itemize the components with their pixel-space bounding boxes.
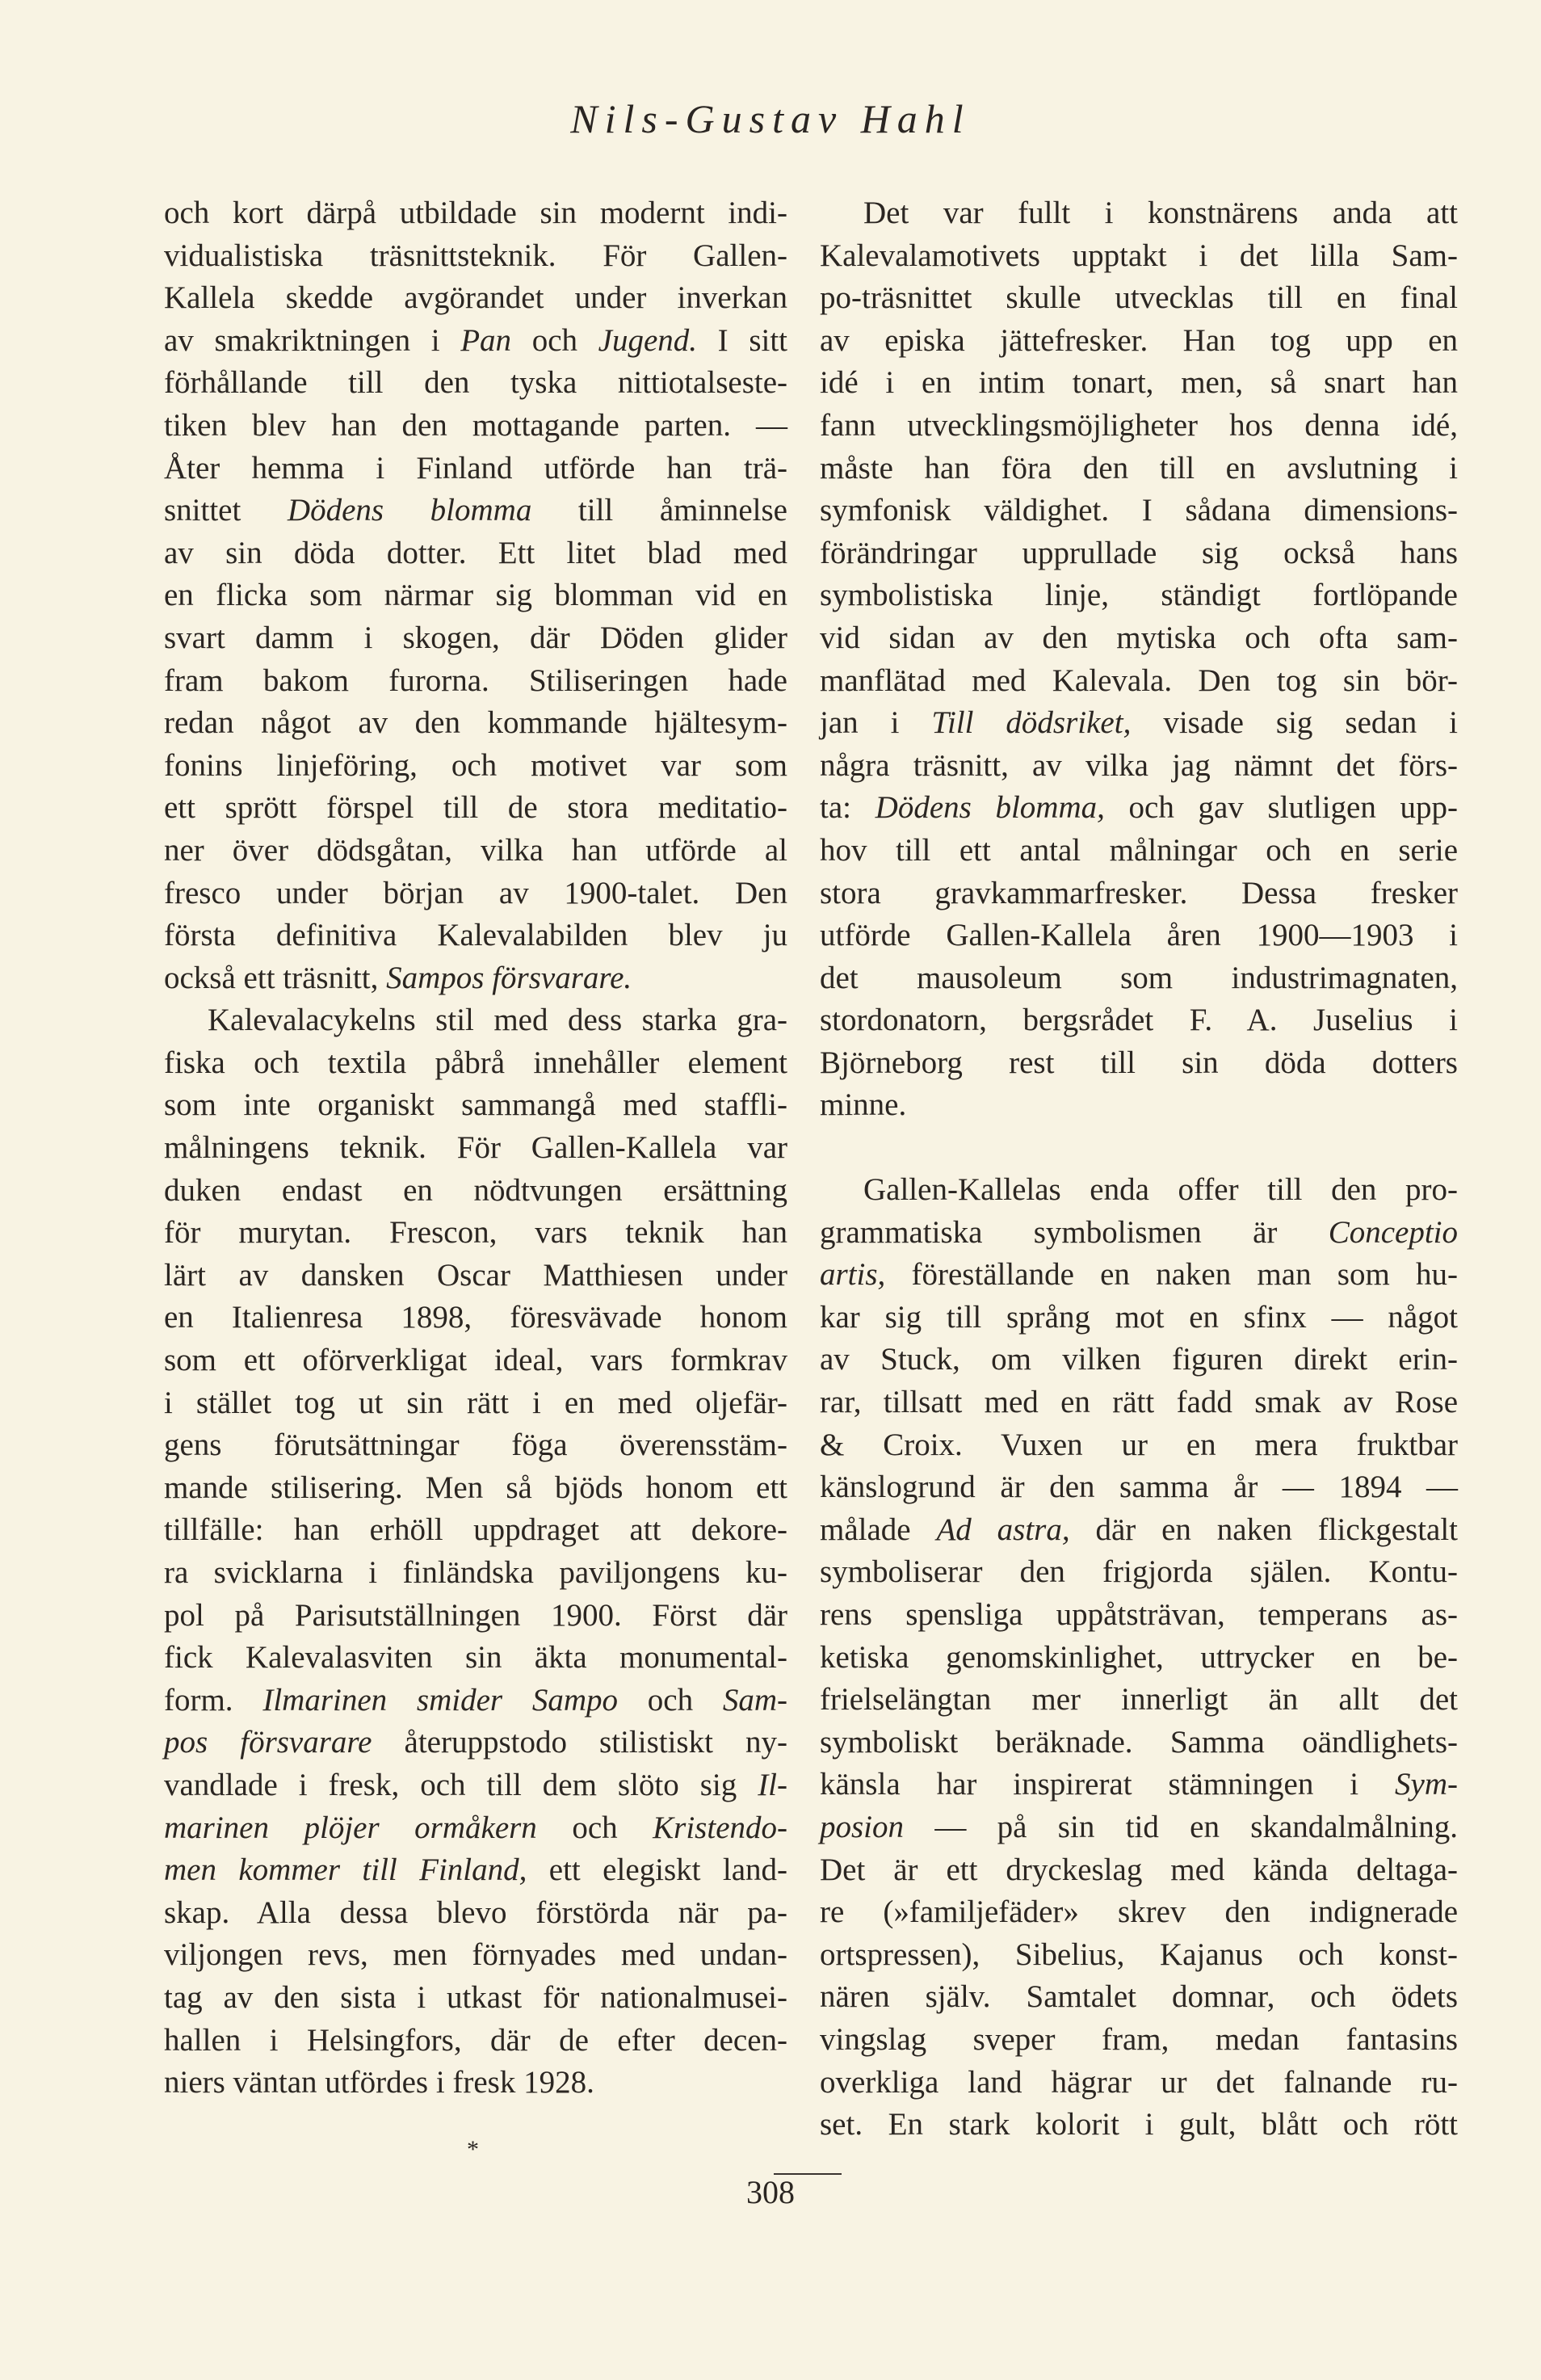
text-line	[820, 702, 1458, 745]
text-line	[164, 1509, 787, 1552]
text-segment: svart damm i skogen, där Döden glider	[164, 620, 787, 655]
text-line	[820, 1254, 1458, 1297]
text-line	[164, 574, 787, 617]
text-segment: i stället tog ut sin rätt i en med oljefär-	[164, 1385, 787, 1420]
text-line	[820, 1551, 1458, 1594]
text-segment: som inte organiskt sammangå med staffli-	[164, 1087, 787, 1123]
text-line	[164, 873, 787, 915]
text-segment: tiken blev han den mottagande parten. —	[164, 407, 787, 443]
text-line	[164, 702, 787, 745]
text-line	[820, 235, 1458, 278]
text-segment: fonins linjeföring, och motivet var som	[164, 747, 787, 783]
text-segment: ett elegiskt land-	[527, 1852, 788, 1888]
text-line	[820, 362, 1458, 405]
text-segment: och	[618, 1682, 723, 1718]
text-segment: po-träsnittet skulle utvecklas till en final	[820, 280, 1458, 316]
text-line	[164, 2062, 787, 2105]
text-segment: re (»familjefäder» skrev den indignerade	[820, 1894, 1458, 1930]
text-line	[820, 957, 1458, 1000]
text-line	[820, 1466, 1458, 1509]
italic-title: Sampos försvarare.	[386, 960, 632, 995]
text-line	[820, 873, 1458, 915]
italic-title: Sam-	[722, 1682, 787, 1718]
text-line	[164, 1764, 787, 1807]
text-line	[164, 660, 787, 703]
text-line	[820, 1042, 1458, 1085]
text-segment: där en naken flickgestalt	[1069, 1512, 1459, 1547]
text-line	[164, 490, 787, 532]
text-line	[820, 1679, 1458, 1722]
text-line	[820, 490, 1458, 532]
text-segment: grammatiska symbolismen är	[820, 1214, 1329, 1250]
text-line	[820, 1084, 1458, 1127]
text-segment: lärt av dansken Oscar Matthiesen under	[164, 1257, 787, 1293]
italic-title: Dödens blomma	[287, 493, 532, 528]
text-line	[164, 532, 787, 575]
text-line	[820, 2019, 1458, 2062]
text-segment: symfonisk väldighet. I sådana dimensions-	[820, 493, 1458, 528]
text-segment: en flicka som närmar sig blomman vid en	[164, 578, 787, 613]
text-segment: symboliserar den frigjorda själen. Kontu-	[820, 1554, 1458, 1590]
text-line	[820, 1169, 1458, 1212]
text-segment: manflätad med Kalevala. Den tog sin bör-	[820, 662, 1458, 698]
text-line	[820, 787, 1458, 830]
text-segment: återuppstodo stilistiskt ny-	[372, 1725, 787, 1760]
italic-title: Kristendo-	[653, 1810, 787, 1845]
text-segment: förhållande till den tyska nittiotalseste-	[164, 365, 787, 401]
text-segment: fann utvecklingsmöjligheter hos denna idé,	[820, 407, 1458, 443]
text-line	[820, 1891, 1458, 1934]
text-segment: stora gravkammarfresker. Dessa fresker	[820, 875, 1458, 910]
text-line	[820, 1297, 1458, 1339]
text-line	[820, 1976, 1458, 2019]
italic-title: Dödens blomma,	[875, 790, 1105, 826]
text-line	[820, 1339, 1458, 1381]
text-line	[164, 1297, 787, 1339]
text-line	[820, 1637, 1458, 1680]
text-line	[164, 1977, 787, 2020]
text-line	[164, 448, 787, 490]
italic-title: Ilmarinen smider Sampo	[262, 1682, 618, 1718]
text-segment: ner över dödsgåtan, vilka han utförde al	[164, 832, 787, 868]
text-line	[164, 192, 787, 235]
text-segment: och	[536, 1810, 653, 1845]
text-line	[820, 830, 1458, 873]
text-segment: och kort därpå utbildade sin modernt indi-	[164, 196, 787, 230]
text-line	[820, 1509, 1458, 1552]
text-segment: symbolistiska linje, ständigt fortlöpande	[820, 578, 1458, 613]
text-line	[164, 1595, 787, 1638]
text-segment: Björneborg rest till sin döda dotters	[820, 1045, 1458, 1080]
text-line	[820, 660, 1458, 703]
text-line	[164, 617, 787, 660]
text-line	[820, 574, 1458, 617]
text-segment: rar, tillsatt med en rätt fadd smak av Rose	[820, 1385, 1458, 1420]
text-line	[164, 1084, 787, 1127]
text-segment: Åter hemma i Finland utförde han trä-	[164, 450, 787, 486]
text-line	[164, 830, 787, 873]
text-segment: tag av den sista i utkast för nationalmusei-	[164, 1979, 787, 2015]
text-segment: skap. Alla dessa blevo förstörda när pa-	[164, 1894, 787, 1930]
text-line	[164, 999, 787, 1042]
text-segment: fresco under början av 1900-talet. Den	[164, 875, 787, 910]
text-line	[820, 532, 1458, 575]
text-line	[164, 1255, 787, 1297]
text-line	[820, 192, 1458, 235]
text-line	[164, 1127, 787, 1170]
text-line	[164, 1849, 787, 1892]
text-segment: pol på Parisutställningen 1900. Först där	[164, 1597, 787, 1633]
text-line	[164, 277, 787, 320]
text-segment: det mausoleum som industrimagnaten,	[820, 960, 1458, 995]
text-segment: hallen i Helsingfors, där de efter decen-	[164, 2022, 787, 2058]
text-line	[820, 1212, 1458, 1255]
text-segment: Kallela skedde avgörandet under inverkan	[164, 280, 787, 316]
text-segment: hov till ett antal målningar och en serie	[820, 832, 1458, 868]
italic-title: Pan	[460, 322, 512, 358]
text-line	[164, 1170, 787, 1213]
text-line	[164, 1382, 787, 1425]
text-line	[164, 1424, 787, 1467]
text-segment: Kalevalacykelns stil med dess starka gra-	[208, 1003, 787, 1038]
text-line	[164, 957, 787, 1000]
text-line	[820, 1806, 1458, 1849]
text-segment: jan i	[820, 705, 932, 741]
text-segment: ra svicklarna i finländska paviljongens ku-	[164, 1555, 787, 1590]
text-line	[164, 787, 787, 830]
italic-title: Sym-	[1395, 1767, 1458, 1802]
text-line	[164, 1722, 787, 1764]
running-header-author: Nils-Gustav Hahl	[570, 96, 971, 141]
text-line	[820, 277, 1458, 320]
section-break-asterisk: *	[467, 2136, 479, 2163]
text-segment: vidualistiska träsnittsteknik. För Gallen-	[164, 238, 787, 273]
text-segment: målade	[820, 1512, 937, 1547]
text-line	[164, 1680, 787, 1722]
text-line	[164, 1042, 787, 1085]
text-segment: för murytan. Frescon, vars teknik han	[164, 1215, 787, 1251]
text-line	[164, 405, 787, 448]
text-line	[164, 1637, 787, 1680]
text-segment: stordonatorn, bergsrådet F. A. Juselius i	[820, 1003, 1458, 1038]
text-segment: också ett träsnitt,	[164, 960, 387, 995]
italic-title: Conceptio	[1328, 1214, 1458, 1250]
italic-title: men kommer till Finland,	[164, 1852, 527, 1888]
text-segment: och gav slutligen upp-	[1104, 790, 1458, 826]
text-segment: minne.	[820, 1087, 907, 1123]
text-line	[820, 1934, 1458, 1977]
text-line	[164, 1552, 787, 1595]
text-segment: känsla har inspirerat stämningen i	[820, 1767, 1396, 1802]
page-number: 308	[746, 2174, 795, 2210]
text-segment: målningens teknik. För Gallen-Kallela var	[164, 1130, 787, 1166]
italic-title: Ad astra,	[936, 1512, 1070, 1547]
text-segment: frielselängtan mer innerligt än allt det	[820, 1682, 1458, 1718]
text-segment: fick Kalevalasviten sin äkta monumental-	[164, 1640, 787, 1676]
text-segment: några träsnitt, av vilka jag nämnt det förs-	[820, 747, 1458, 783]
text-segment: ketiska genomskinlighet, uttrycker en be-	[820, 1639, 1458, 1675]
text-segment: symboliskt beräknade. Samma oändlighets-	[820, 1724, 1458, 1760]
text-line	[164, 915, 787, 957]
text-segment: gens förutsättningar föga överensstäm-	[164, 1428, 787, 1463]
text-line	[164, 235, 787, 278]
text-segment: av Stuck, om vilken figuren direkt erin-	[820, 1342, 1458, 1377]
text-segment: — på sin tid en skandalmålning.	[904, 1809, 1458, 1844]
text-line	[820, 999, 1458, 1042]
italic-title: marinen plöjer ormåkern	[164, 1810, 537, 1845]
text-line	[164, 1339, 787, 1382]
text-line	[164, 320, 787, 363]
text-segment: ta:	[820, 790, 875, 826]
text-segment: visade sig sedan i	[1131, 705, 1458, 741]
text-segment: vingslag sveper fram, medan fantasins	[820, 2021, 1458, 2057]
italic-title: pos försvarare	[164, 1725, 372, 1760]
text-segment: en Italienresa 1898, föresvävade honom	[164, 1300, 787, 1335]
text-segment: känslogrund är den samma år — 1894 —	[820, 1470, 1458, 1505]
text-segment: och	[511, 322, 598, 358]
text-segment: som ett oförverkligat ideal, vars formkrav	[164, 1343, 787, 1378]
text-segment: form.	[164, 1682, 263, 1718]
text-segment: kar sig till språng mot en sfinx — något	[820, 1299, 1458, 1335]
text-segment: Det är ett dryckeslag med kända deltaga-	[820, 1852, 1458, 1887]
text-segment: förändringar upprullade sig också hans	[820, 535, 1458, 570]
italic-title: artis,	[820, 1257, 886, 1293]
text-line	[820, 1381, 1458, 1424]
text-segment: snittet	[164, 493, 288, 528]
text-segment: Kalevalamotivets upptakt i det lilla Sam-	[820, 238, 1458, 273]
italic-title: Till dödsriket,	[931, 705, 1132, 741]
text-line	[820, 1849, 1458, 1892]
text-segment: redan något av den kommande hjältesym-	[164, 705, 787, 741]
text-line	[820, 745, 1458, 788]
text-segment: vid sidan av den mytiska och ofta sam-	[820, 620, 1458, 655]
text-segment: rens spensliga uppåtsträvan, temperans as-	[820, 1597, 1458, 1632]
text-segment: fiska och textila påbrå innehåller element	[164, 1045, 787, 1080]
text-segment: nären själv. Samtalet domnar, och ödets	[820, 1979, 1458, 2015]
text-line	[820, 1424, 1458, 1467]
text-segment: ortspressen), Sibelius, Kajanus och konst-	[820, 1936, 1458, 1972]
text-line	[820, 320, 1458, 363]
text-segment: I sitt	[697, 322, 787, 358]
text-segment: set. En stark kolorit i gult, blått och rött	[820, 2107, 1458, 2142]
text-line	[820, 2104, 1458, 2147]
text-segment: föreställande en naken man som hu-	[885, 1257, 1458, 1293]
text-line	[820, 1722, 1458, 1764]
text-line	[820, 915, 1458, 957]
text-segment: till åminnelse	[531, 493, 787, 528]
text-segment: duken endast en nödtvungen ersättning	[164, 1172, 787, 1208]
text-line	[164, 1934, 787, 1977]
text-line	[164, 745, 787, 788]
text-segment: Gallen-Kallelas enda offer till den pro-	[863, 1172, 1458, 1208]
left-text-column	[164, 192, 787, 2105]
text-line	[164, 1212, 787, 1255]
italic-title: posion	[820, 1809, 905, 1844]
text-segment: Det var fullt i konstnärens anda att	[863, 196, 1458, 230]
text-line	[164, 1892, 787, 1935]
text-segment: måste han föra den till en avslutning i	[820, 450, 1458, 486]
text-line	[820, 2062, 1458, 2105]
text-line	[164, 362, 787, 405]
text-segment: första definitiva Kalevalabilden blev ju	[164, 918, 787, 953]
text-segment: vandlade i fresk, och till dem slöto sig	[164, 1767, 758, 1802]
text-segment: ett sprött förspel till de stora meditatio-	[164, 790, 787, 826]
text-segment: fram bakom furorna. Stiliseringen hade	[164, 662, 787, 698]
text-segment: av episka jättefresker. Han tog upp en	[820, 322, 1458, 358]
text-segment: idé i en intim tonart, men, så snart han	[820, 365, 1458, 401]
text-line	[164, 1467, 787, 1510]
text-segment: av smakriktningen i	[164, 322, 461, 358]
text-segment: viljongen revs, men förnyades med undan-	[164, 1937, 787, 1973]
right-text-column	[820, 192, 1458, 2147]
text-segment: tillfälle: han erhöll uppdraget att dekore-	[164, 1512, 787, 1548]
text-segment: niers väntan utfördes i fresk 1928.	[164, 2065, 594, 2100]
italic-title: Il-	[758, 1767, 787, 1802]
text-line	[164, 2020, 787, 2063]
text-segment: overkliga land hägrar ur det falnande ru-	[820, 2064, 1458, 2100]
text-segment: av sin döda dotter. Ett litet blad med	[164, 535, 787, 570]
text-line	[820, 448, 1458, 490]
text-line	[820, 405, 1458, 448]
text-segment: utförde Gallen-Kallela åren 1900—1903 i	[820, 918, 1458, 953]
text-segment: & Croix. Vuxen ur en mera fruktbar	[820, 1427, 1458, 1462]
text-line	[164, 1807, 787, 1850]
text-line	[820, 617, 1458, 660]
italic-title: Jugend.	[598, 322, 698, 358]
text-line	[820, 1764, 1458, 1806]
text-line	[820, 1594, 1458, 1637]
text-segment: mande stilisering. Men så bjöds honom ett	[164, 1470, 787, 1505]
